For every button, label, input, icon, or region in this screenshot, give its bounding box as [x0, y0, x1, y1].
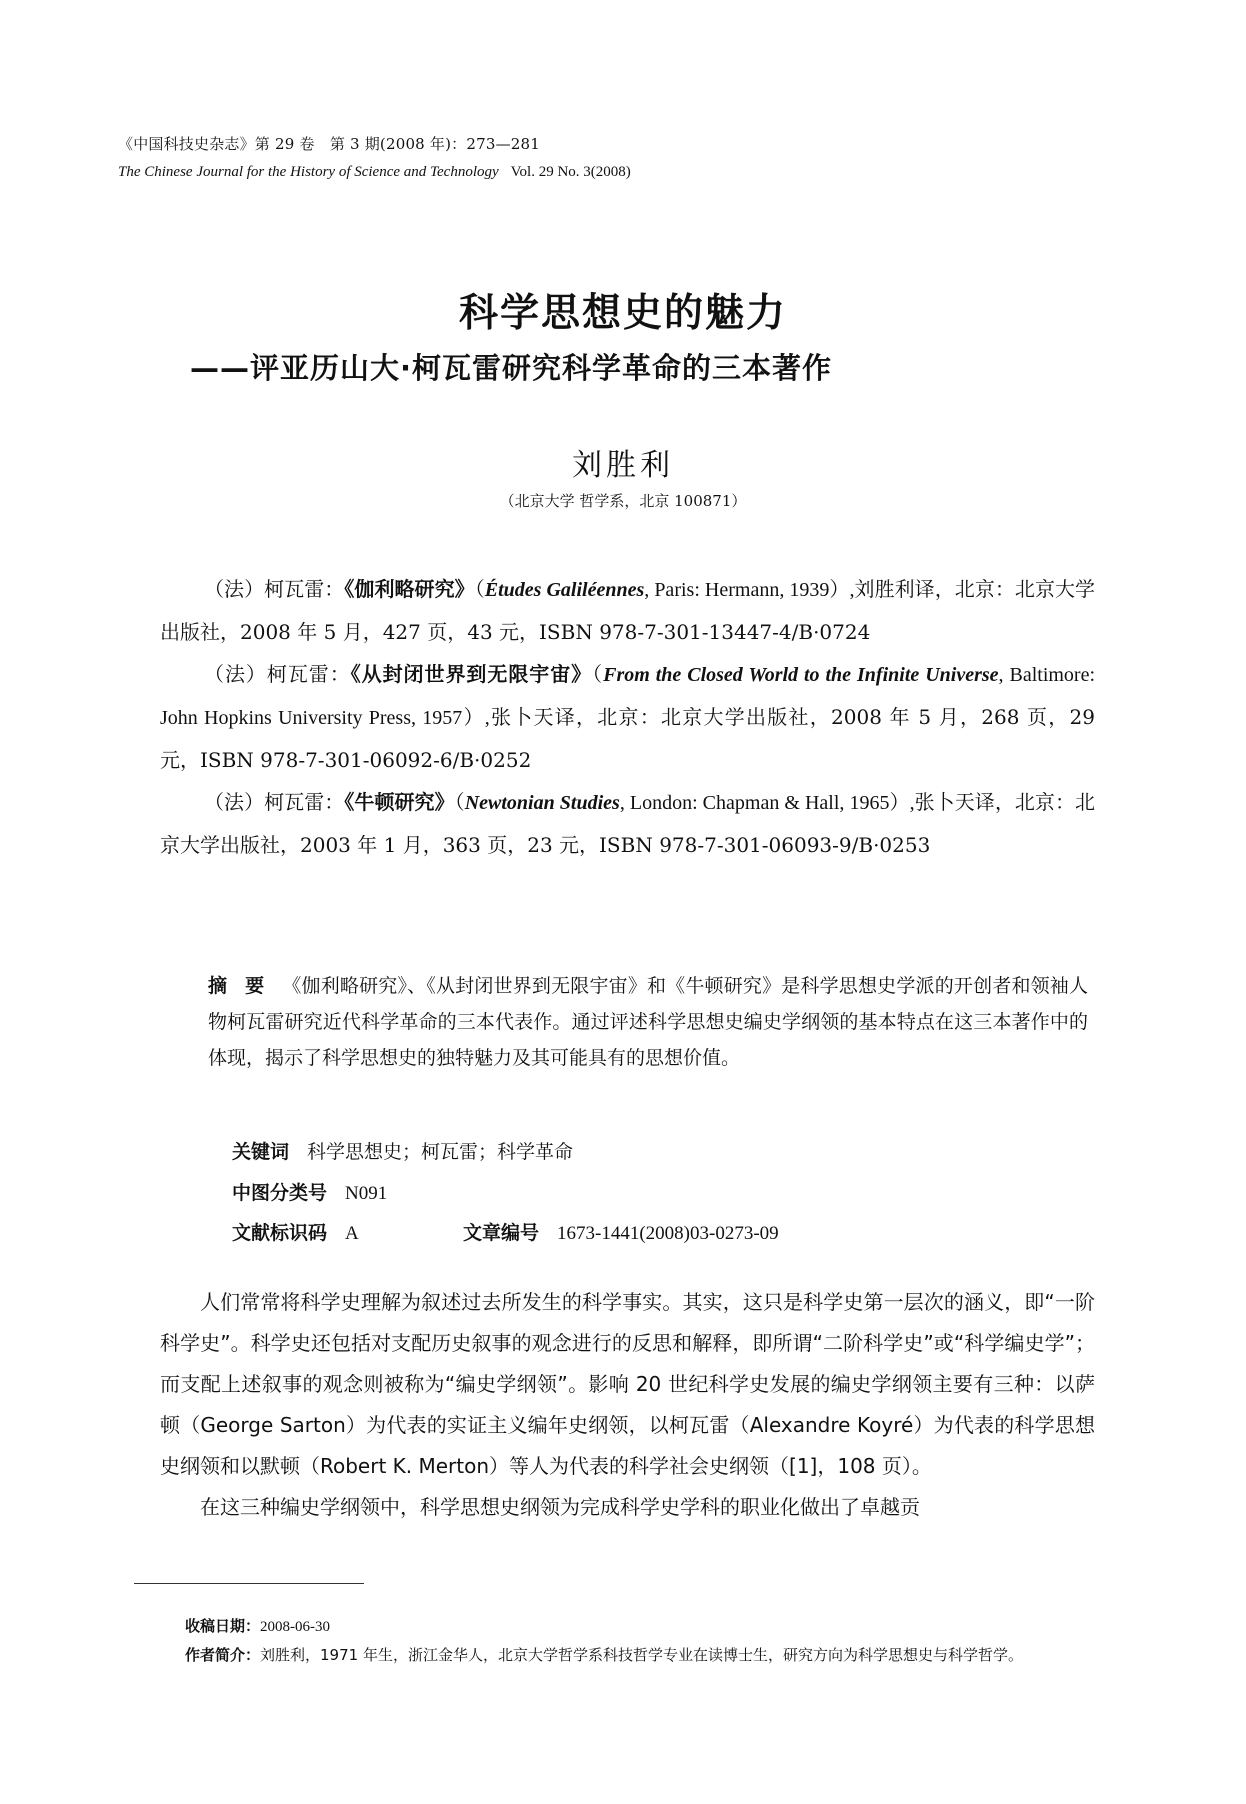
- abstract-label: 摘要: [208, 975, 283, 997]
- book-title-cn: 《伽利略研究》: [344, 577, 475, 601]
- book-details: 刘胜利译，北京：北京大学出版社，2008 年 5 月，427 页，43 元，ISBN 978-7-301-13447-4/B·0724: [160, 577, 1096, 644]
- author-affiliation: （北京大学 哲学系，北京 100871）: [499, 492, 747, 510]
- footnote-divider: [134, 1583, 364, 1584]
- journal-citation-en: [118, 164, 631, 181]
- document-code-line: [232, 1218, 779, 1245]
- keywords-value: 科学思想史；柯瓦雷；科学革命: [307, 1141, 574, 1163]
- reviewed-book-entry: （法）柯瓦雷：《从封闭世界到无限宇宙》（From the Closed World to the Infinite Universe, Baltimore: John Hopkins University Press, 1957）,张卜天译，北京：北京大学出版社，2008 年 5 月，268 页，29 元，ISBN 978-7-301-06092-6/B·0252: [160, 662, 1096, 772]
- received-label: 收稿日期：: [185, 1617, 261, 1635]
- reviewed-book-entry: （法）柯瓦雷：《伽利略研究》（Études Galiléennes, Paris: Hermann, 1939）,刘胜利译，北京：北京大学出版社，2008 年 5 月，427 页，43 元，ISBN 978-7-301-13447-4/B·0724: [160, 577, 1096, 644]
- journal-name-en: The Chinese Journal for the History of Science and Technology: [118, 164, 499, 180]
- author-bio-text: 刘胜利，1971 年生，浙江金华人，北京大学哲学系科技哲学专业在读博士生，研究方向为科学思想史与科学哲学。: [260, 1646, 1023, 1664]
- author-bio-label: 作者简介：: [185, 1646, 261, 1664]
- article-title: 科学思想史的魅力: [458, 291, 787, 336]
- abstract-text: 《伽利略研究》、《从封闭世界到无限宇宙》和《牛顿研究》是科学思想史学派的开创者和领袖人物柯瓦雷研究近代科学革命的三本代表作。通过评述科学思想史编史学纲领的基本特点在这三本著作中的体现，揭示了科学思想史的独特魅力及其可能具有的思想价值。: [208, 975, 1088, 1069]
- keywords-label: 关键词: [232, 1141, 290, 1163]
- book-details: 张卜天译，北京：北京大学出版社，2008 年 5 月，268 页，29 元，ISBN 978-7-301-06092-6/B·0252: [160, 705, 1095, 772]
- body-paragraph: 人们常常将科学史理解为叙述过去所发生的科学事实。其实，这只是科学史第一层次的涵义，即“一阶科学史”。科学史还包括对支配历史叙事的观念进行的反思和解释，即所谓“二阶科学史”或“科学编史学”；而支配上述叙事的观念则被称为“编史学纲领”。影响 20 世纪科学史发展的编史学纲领主要有三种：以萨顿（George Sarton）为代表的实证主义编年史纲领，以柯瓦雷（Alexandre Koyré）为代表的科学思想史纲领和以默顿（Robert K. Merton）等人为代表的科学社会史纲领（[1]，108 页）。: [160, 1290, 1095, 1478]
- doc-code-label: 文献标识码: [232, 1222, 328, 1244]
- clc-value: N091: [345, 1183, 388, 1204]
- footnote-author-bio: [185, 1643, 1090, 1668]
- journal-citation-cn: 《中国科技史杂志》第 29 卷 第 3 期(2008 年)：273—281: [118, 135, 541, 153]
- footnote-received: [185, 1614, 1090, 1640]
- body-text: [160, 1282, 1095, 1528]
- body-paragraph: 在这三种编史学纲领中，科学思想史纲领为完成科学史学科的职业化做出了卓越贡: [200, 1495, 920, 1519]
- book-title-en: From the Closed World to the Infinite Universe: [603, 664, 999, 686]
- article-no-value: 1673-1441(2008)03-0273-09: [557, 1223, 779, 1244]
- classification-line: [232, 1178, 387, 1205]
- author-name: 刘胜利: [572, 448, 674, 483]
- article-no-label: 文章编号: [463, 1222, 540, 1244]
- received-date: 2008-06-30: [260, 1619, 331, 1635]
- book-details: 张卜天译，北京：北京大学出版社，2003 年 1 月，363 页，23 元，ISBN 978-7-301-06093-9/B·0253: [160, 790, 1096, 857]
- book-title-en: Newtonian Studies: [464, 792, 620, 814]
- doc-code-value: A: [345, 1223, 359, 1244]
- article-subtitle: ——评亚历山大·柯瓦雷研究科学革命的三本著作: [190, 351, 833, 385]
- book-title-cn: 《从封闭世界到无限宇宙》: [350, 662, 593, 686]
- book-title-en: Études Galiléennes: [484, 579, 645, 601]
- journal-volume: Vol. 29 No. 3(2008): [510, 164, 631, 180]
- abstract: [208, 968, 1088, 1076]
- reviewed-book-entry: （法）柯瓦雷：《牛顿研究》（Newtonian Studies, London: Chapman & Hall, 1965）,张卜天译，北京：北京大学出版社，2003 年 1 月，363 页，23 元，ISBN 978-7-301-06093-9/B·0253: [160, 790, 1096, 857]
- reviewed-books: [160, 568, 1095, 866]
- book-title-cn: 《牛顿研究》: [344, 790, 455, 814]
- clc-label: 中图分类号: [232, 1182, 328, 1204]
- keywords-line: [232, 1137, 573, 1164]
